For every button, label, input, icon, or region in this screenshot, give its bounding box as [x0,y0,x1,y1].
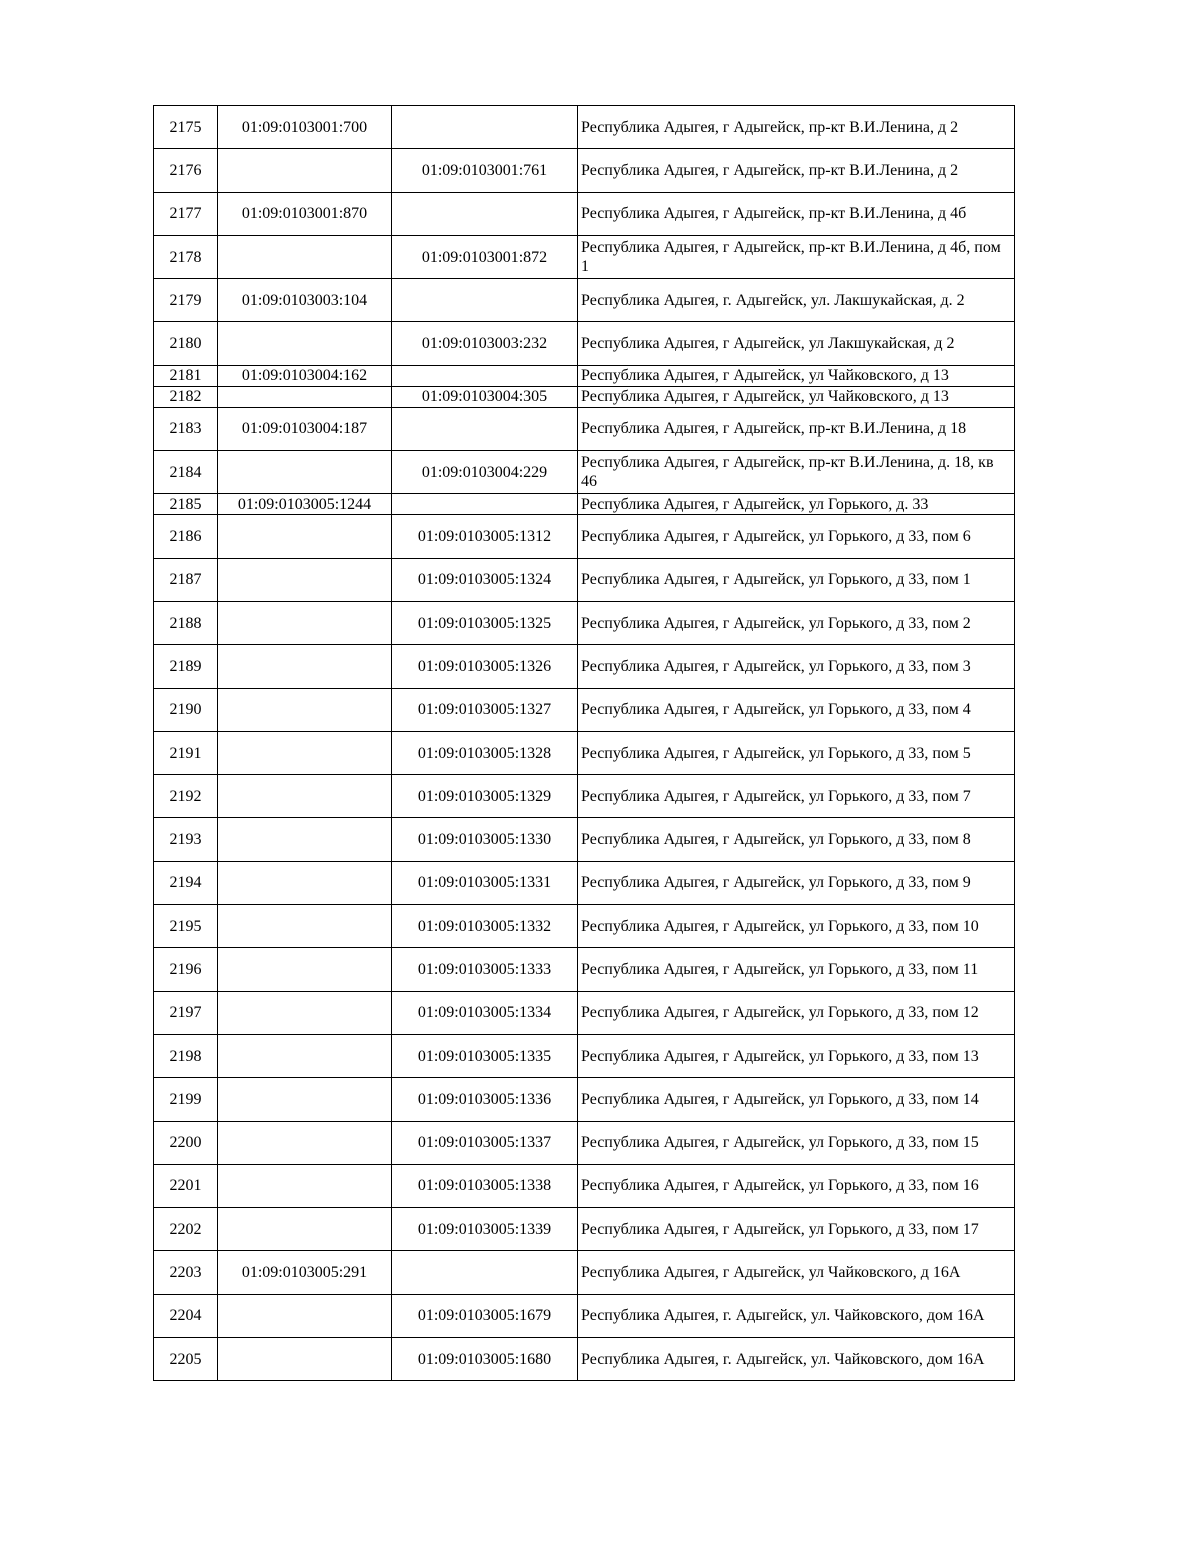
related-cadastral-number-cell: 01:09:0103005:1327 [392,688,578,731]
table-row [154,1034,1015,1077]
row-number-cell: 2204 [154,1294,218,1337]
cadastral-number-cell [218,601,392,644]
row-number-cell: 2199 [154,1078,218,1121]
related-cadastral-number-cell: 01:09:0103005:1328 [392,731,578,774]
cadastral-number-cell [218,515,392,558]
cadastral-number-cell [218,386,392,407]
table-row [154,515,1015,558]
cadastral-number-cell [218,1121,392,1164]
row-number-cell: 2188 [154,601,218,644]
cadastral-number-cell [218,818,392,861]
table-row [154,192,1015,235]
address-cell: Республика Адыгея, г Адыгейск, ул Горького, д 33, пом 7 [578,775,1015,818]
address-cell: Республика Адыгея, г. Адыгейск, ул. Лакшукайская, д. 2 [578,279,1015,322]
address-cell: Республика Адыгея, г Адыгейск, ул Чайковского, д 13 [578,386,1015,407]
related-cadastral-number-cell: 01:09:0103004:229 [392,451,578,494]
cadastral-number-cell [218,235,392,278]
table-row [154,1121,1015,1164]
cadastral-number-cell [218,861,392,904]
table-row [154,279,1015,322]
related-cadastral-number-cell: 01:09:0103005:1326 [392,645,578,688]
related-cadastral-number-cell: 01:09:0103003:232 [392,322,578,365]
address-cell: Республика Адыгея, г. Адыгейск, ул. Чайковского, дом 16А [578,1294,1015,1337]
table-row [154,905,1015,948]
row-number-cell: 2189 [154,645,218,688]
table-row [154,407,1015,450]
related-cadastral-number-cell: 01:09:0103005:1336 [392,1078,578,1121]
table-row [154,1338,1015,1381]
cadastral-number-cell [218,731,392,774]
table-row [154,558,1015,601]
address-cell: Республика Адыгея, г Адыгейск, ул Горького, д 33, пом 14 [578,1078,1015,1121]
row-number-cell: 2202 [154,1208,218,1251]
address-cell: Республика Адыгея, г Адыгейск, ул Горького, д. 33 [578,494,1015,515]
row-number-cell: 2187 [154,558,218,601]
address-cell: Республика Адыгея, г Адыгейск, ул Лакшукайская, д 2 [578,322,1015,365]
table-row [154,1078,1015,1121]
related-cadastral-number-cell: 01:09:0103005:1324 [392,558,578,601]
table-row [154,601,1015,644]
address-cell: Республика Адыгея, г Адыгейск, ул Горького, д 33, пом 12 [578,991,1015,1034]
related-cadastral-number-cell: 01:09:0103004:305 [392,386,578,407]
address-cell: Республика Адыгея, г Адыгейск, пр-кт В.И.Ленина, д 2 [578,149,1015,192]
related-cadastral-number-cell: 01:09:0103005:1331 [392,861,578,904]
row-number-cell: 2183 [154,407,218,450]
table-row [154,861,1015,904]
row-number-cell: 2205 [154,1338,218,1381]
cadastral-number-cell [218,645,392,688]
related-cadastral-number-cell: 01:09:0103001:872 [392,235,578,278]
cadastral-number-cell: 01:09:0103004:162 [218,365,392,386]
address-cell: Республика Адыгея, г Адыгейск, ул Горького, д 33, пом 2 [578,601,1015,644]
row-number-cell: 2198 [154,1034,218,1077]
address-cell: Республика Адыгея, г Адыгейск, ул Горького, д 33, пом 3 [578,645,1015,688]
row-number-cell: 2177 [154,192,218,235]
table-row [154,451,1015,494]
row-number-cell: 2176 [154,149,218,192]
related-cadastral-number-cell: 01:09:0103005:1339 [392,1208,578,1251]
address-cell: Республика Адыгея, г Адыгейск, ул Чайковского, д 13 [578,365,1015,386]
row-number-cell: 2195 [154,905,218,948]
address-cell: Республика Адыгея, г Адыгейск, ул Горького, д 33, пом 16 [578,1164,1015,1207]
address-cell: Республика Адыгея, г Адыгейск, ул Чайковского, д 16А [578,1251,1015,1294]
table-row [154,106,1015,149]
related-cadastral-number-cell: 01:09:0103005:1332 [392,905,578,948]
cadastral-number-cell [218,905,392,948]
cadastral-number-cell: 01:09:0103004:187 [218,407,392,450]
cadastral-number-cell: 01:09:0103001:700 [218,106,392,149]
related-cadastral-number-cell [392,192,578,235]
cadastral-number-cell [218,149,392,192]
row-number-cell: 2194 [154,861,218,904]
row-number-cell: 2181 [154,365,218,386]
table-row [154,775,1015,818]
related-cadastral-number-cell: 01:09:0103005:1335 [392,1034,578,1077]
row-number-cell: 2180 [154,322,218,365]
registry-table [153,105,1015,1381]
related-cadastral-number-cell: 01:09:0103005:1679 [392,1294,578,1337]
table-row [154,494,1015,515]
address-cell: Республика Адыгея, г Адыгейск, ул Горького, д 33, пом 8 [578,818,1015,861]
table-row [154,688,1015,731]
address-cell: Республика Адыгея, г Адыгейск, пр-кт В.И.Ленина, д 4б [578,192,1015,235]
related-cadastral-number-cell: 01:09:0103005:1325 [392,601,578,644]
address-cell: Республика Адыгея, г Адыгейск, пр-кт В.И.Ленина, д. 18, кв 46 [578,451,1015,494]
related-cadastral-number-cell: 01:09:0103005:1334 [392,991,578,1034]
row-number-cell: 2192 [154,775,218,818]
table-row [154,235,1015,278]
row-number-cell: 2178 [154,235,218,278]
row-number-cell: 2182 [154,386,218,407]
row-number-cell: 2203 [154,1251,218,1294]
cadastral-number-cell [218,688,392,731]
row-number-cell: 2196 [154,948,218,991]
table-row [154,149,1015,192]
address-cell: Республика Адыгея, г Адыгейск, ул Горького, д 33, пом 15 [578,1121,1015,1164]
table-row [154,1164,1015,1207]
cadastral-number-cell [218,991,392,1034]
address-cell: Республика Адыгея, г Адыгейск, ул Горького, д 33, пом 9 [578,861,1015,904]
row-number-cell: 2179 [154,279,218,322]
address-cell: Республика Адыгея, г Адыгейск, пр-кт В.И.Ленина, д 4б, пом 1 [578,235,1015,278]
registry-table-body [154,106,1015,1381]
cadastral-number-cell: 01:09:0103001:870 [218,192,392,235]
row-number-cell: 2197 [154,991,218,1034]
cadastral-number-cell [218,1034,392,1077]
related-cadastral-number-cell [392,106,578,149]
table-row [154,948,1015,991]
table-row [154,322,1015,365]
row-number-cell: 2191 [154,731,218,774]
row-number-cell: 2186 [154,515,218,558]
related-cadastral-number-cell: 01:09:0103005:1312 [392,515,578,558]
cadastral-number-cell [218,1294,392,1337]
row-number-cell: 2175 [154,106,218,149]
cadastral-number-cell [218,451,392,494]
related-cadastral-number-cell: 01:09:0103005:1333 [392,948,578,991]
address-cell: Республика Адыгея, г Адыгейск, пр-кт В.И.Ленина, д 2 [578,106,1015,149]
related-cadastral-number-cell [392,279,578,322]
cadastral-number-cell: 01:09:0103003:104 [218,279,392,322]
table-row [154,365,1015,386]
address-cell: Республика Адыгея, г Адыгейск, ул Горького, д 33, пом 5 [578,731,1015,774]
cadastral-number-cell: 01:09:0103005:1244 [218,494,392,515]
row-number-cell: 2200 [154,1121,218,1164]
related-cadastral-number-cell: 01:09:0103005:1338 [392,1164,578,1207]
row-number-cell: 2201 [154,1164,218,1207]
row-number-cell: 2184 [154,451,218,494]
table-row [154,731,1015,774]
table-row [154,1208,1015,1251]
address-cell: Республика Адыгея, г Адыгейск, ул Горького, д 33, пом 10 [578,905,1015,948]
cadastral-number-cell [218,948,392,991]
table-row [154,818,1015,861]
row-number-cell: 2190 [154,688,218,731]
cadastral-number-cell [218,1164,392,1207]
address-cell: Республика Адыгея, г Адыгейск, пр-кт В.И.Ленина, д 18 [578,407,1015,450]
row-number-cell: 2185 [154,494,218,515]
table-row [154,1294,1015,1337]
cadastral-number-cell [218,558,392,601]
cadastral-number-cell [218,775,392,818]
address-cell: Республика Адыгея, г Адыгейск, ул Горького, д 33, пом 6 [578,515,1015,558]
address-cell: Республика Адыгея, г Адыгейск, ул Горького, д 33, пом 4 [578,688,1015,731]
row-number-cell: 2193 [154,818,218,861]
related-cadastral-number-cell: 01:09:0103005:1329 [392,775,578,818]
table-row [154,386,1015,407]
address-cell: Республика Адыгея, г Адыгейск, ул Горького, д 33, пом 1 [578,558,1015,601]
table-row [154,645,1015,688]
cadastral-number-cell [218,1338,392,1381]
related-cadastral-number-cell [392,407,578,450]
cadastral-number-cell: 01:09:0103005:291 [218,1251,392,1294]
table-row [154,991,1015,1034]
address-cell: Республика Адыгея, г Адыгейск, ул Горького, д 33, пом 13 [578,1034,1015,1077]
related-cadastral-number-cell [392,1251,578,1294]
address-cell: Республика Адыгея, г. Адыгейск, ул. Чайковского, дом 16А [578,1338,1015,1381]
address-cell: Республика Адыгея, г Адыгейск, ул Горького, д 33, пом 11 [578,948,1015,991]
table-row [154,1251,1015,1294]
related-cadastral-number-cell: 01:09:0103005:1330 [392,818,578,861]
related-cadastral-number-cell: 01:09:0103005:1337 [392,1121,578,1164]
cadastral-number-cell [218,1208,392,1251]
address-cell: Республика Адыгея, г Адыгейск, ул Горького, д 33, пом 17 [578,1208,1015,1251]
related-cadastral-number-cell [392,494,578,515]
related-cadastral-number-cell: 01:09:0103001:761 [392,149,578,192]
related-cadastral-number-cell [392,365,578,386]
related-cadastral-number-cell: 01:09:0103005:1680 [392,1338,578,1381]
cadastral-number-cell [218,322,392,365]
cadastral-number-cell [218,1078,392,1121]
